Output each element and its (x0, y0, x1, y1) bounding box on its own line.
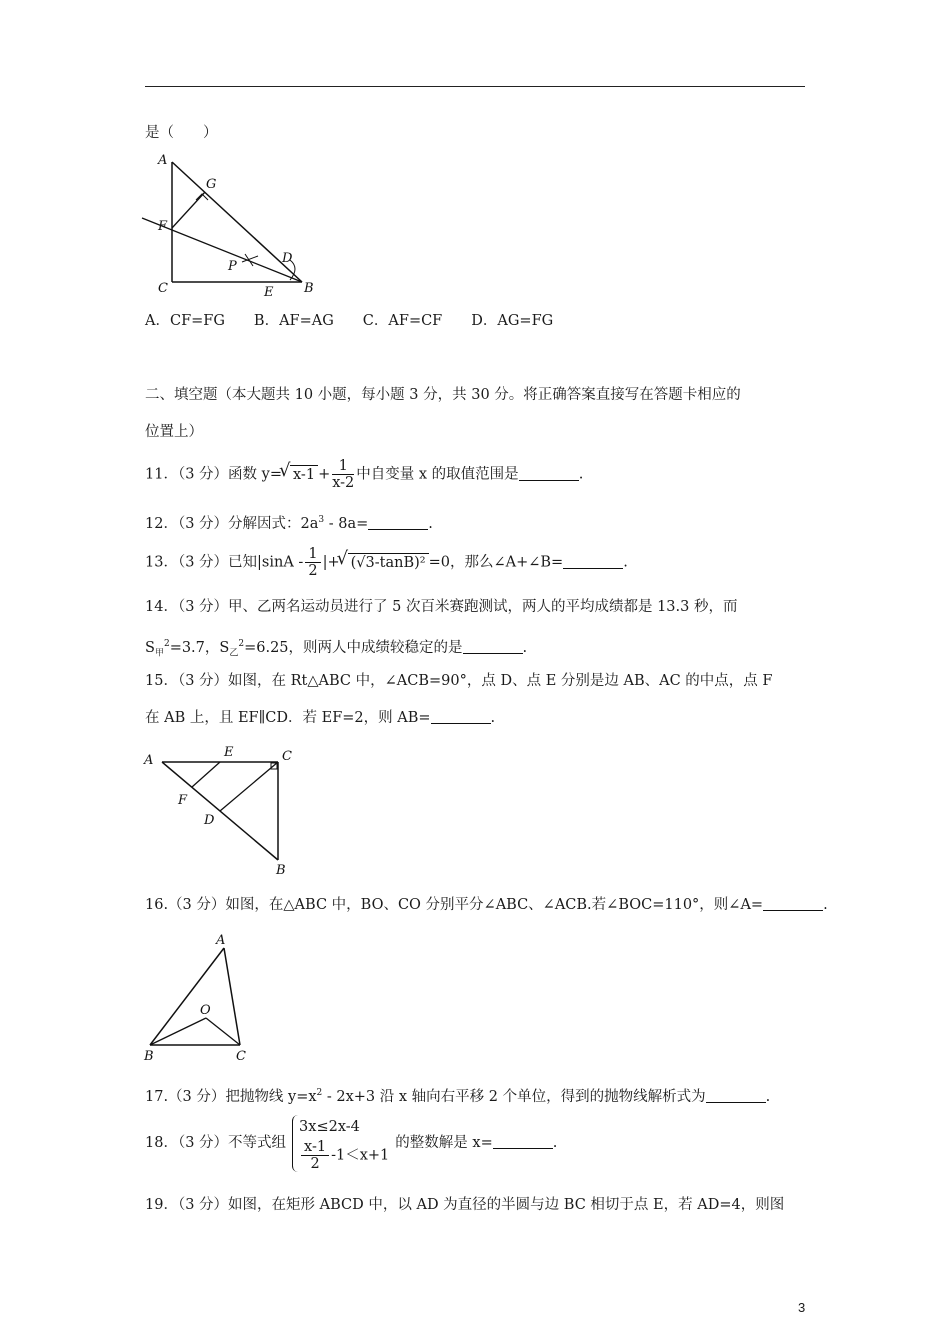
question-19: 19．（3 分）如图，在矩形 ABCD 中，以 AD 为直径的半圆与边 BC 相切于点 E，若 AD=4，则图 (145, 1197, 785, 1213)
label-O: O (200, 1003, 211, 1018)
answer-blank[interactable] (519, 466, 579, 481)
question-18: 18．（3 分）不等式组 3x≤2x-4 $\frac{x-1}{2}$ -1＜x+1 的整数解是 x= . (145, 1114, 557, 1172)
label-A: A (216, 933, 226, 948)
question-13: 13．（3 分）已知|sinA - $\frac{1}{2}$ |+√ (√3-tanB)² =0，那么∠A+∠B= . (145, 546, 628, 579)
answer-blank[interactable] (493, 1134, 553, 1149)
section-title-line1: 二、填空题（本大题共 10 小题，每小题 3 分，共 30 分。将正确答案直接写在答题卡相应的 (145, 387, 741, 403)
label-D: D (204, 813, 215, 828)
question-15-line2: 在 AB 上，且 EF∥CD．若 EF=2，则 AB= . (145, 710, 496, 726)
inequality-system: 3x≤2x-4 $\frac{x-1}{2}$ -1＜x+1 (292, 1115, 389, 1172)
label-B: B (144, 1049, 154, 1064)
label-A: A (144, 753, 154, 768)
figure-triangle-bisector (140, 150, 330, 300)
question-14-line1: 14．（3 分）甲、乙两名运动员进行了 5 次百米赛跑测试，两人的平均成绩都是 13.3 秒，而 (145, 599, 738, 615)
question-tail: 是（ ） (145, 125, 218, 141)
answer-blank[interactable] (763, 896, 823, 911)
figure-angle-bisectors (140, 930, 270, 1068)
question-14-line2: $S_甲^2=3.7$，$S_乙^2=6.25$，则两人中成绩较稳定的是 . (145, 639, 528, 659)
label-G: G (206, 177, 217, 192)
label-C: C (282, 749, 292, 764)
answer-options: A．CF=FG B．AF=AG C．AF=CF D．AG=FG (145, 313, 554, 329)
answer-blank[interactable] (463, 639, 523, 654)
page-number: 3 (798, 1300, 806, 1315)
question-17: 17.（3 分）把抛物线 $y=x^2 - 2x+3$ 沿 x 轴向右平移 2 个单位，得到的抛物线解析式为 . (145, 1088, 771, 1105)
label-P: P (228, 259, 237, 274)
answer-blank[interactable] (431, 709, 491, 724)
label-B: B (304, 281, 314, 296)
answer-blank[interactable] (706, 1088, 766, 1103)
label-E: E (224, 745, 234, 760)
label-F: F (178, 793, 188, 808)
label-B: B (276, 863, 286, 878)
section-title-line2: 位置上） (145, 424, 203, 440)
label-A: A (158, 153, 168, 168)
question-16: 16.（3 分）如图，在△ABC 中，BO、CO 分别平分∠ABC、∠ACB.若∠BOC=110°，则∠A= . (145, 897, 828, 913)
label-C: C (236, 1049, 246, 1064)
question-12: 12．（3 分）分解因式：$2a^3 - 8a=$ . (145, 515, 433, 532)
answer-blank[interactable] (563, 554, 623, 569)
figure-right-triangle (140, 742, 300, 882)
answer-blank[interactable] (368, 515, 428, 530)
question-11: 11．（3 分）函数 y=√ x-1 + $\frac{1}{x-2}$ 中自变量 x 的取值范围是 . (145, 458, 583, 491)
label-D: D (282, 251, 293, 266)
question-15-line1: 15．（3 分）如图，在 Rt△ABC 中，∠ACB=90°，点 D、点 E 分别是边 AB、AC 的中点，点 F (145, 673, 773, 689)
label-E: E (264, 285, 274, 300)
label-F: F (158, 219, 168, 234)
header-rule (145, 86, 805, 87)
label-C: C (158, 281, 168, 296)
